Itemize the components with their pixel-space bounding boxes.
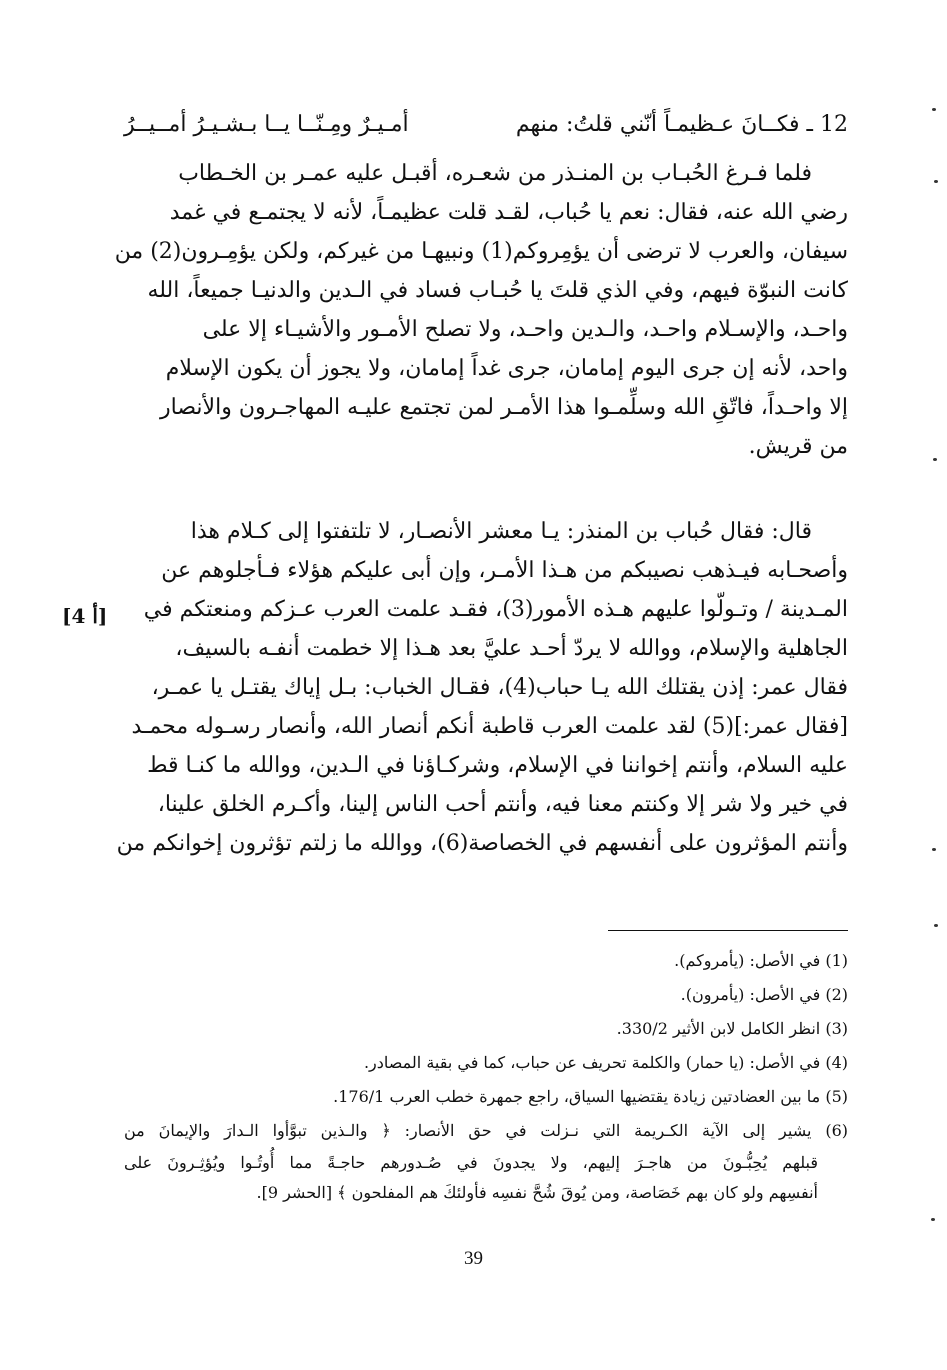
body-line: فقال عمر: إذن يقتلك الله يـا حباب(4)، فقـال الخباب: بـل إياك يقتـل يا عمـر،: [151, 675, 848, 700]
footnote-separator: [608, 930, 848, 931]
body-line: واحد، لأنه إن جرى اليوم إمامان، جرى غداً إمامان، ولا يجوز أن يكون الإسلام: [165, 356, 848, 381]
scan-speck: [933, 458, 937, 461]
footnote: (3) انظر الكامل لابن الأثير 330/2.: [616, 1019, 848, 1038]
body-line: [فقال عمر:](5) لقد علمت العرب قاطبة أنكم أنصار الله، وأنصار رسـوله محمـد: [131, 714, 848, 739]
body-paragraph-1: [114, 154, 848, 466]
footnote: (1) في الأصل: (يأمروكم).: [674, 951, 848, 970]
body-line: من قريش.: [748, 434, 848, 459]
scan-speck: [932, 848, 936, 851]
body-paragraph-2: [116, 512, 848, 863]
body-line: رضي الله عنه، فقال: نعم يا حُباب، لقـد قلت عظيمـاً، لأنه لا يجتمـع في غمد: [169, 200, 848, 225]
footnote: (2) في الأصل: (يأمرون).: [680, 985, 848, 1004]
verse-second-hemistich: أمـيـرٌ ومِـنّــا يــا بـشـيـرُ أمــيــرُ: [124, 112, 409, 137]
body-line: في خير ولا شر إلا وكنتم معنا فيه، وأنتم أحب الناس إلينا، وأكـرم الخلق علينا،: [157, 792, 848, 817]
manuscript-folio-marker: [4 أ]: [62, 604, 108, 628]
body-line: إلا واحـداً، فاتّقِ الله وسلِّمـوا هذا الأمـر لمن تجتمع عليـه المهاجـرون والأنصار: [160, 395, 848, 420]
footnote-continuation: أنفسِهم ولو كان بهم خَصَاصة، ومن يُوقَ شُحَّ نفسِه فأولئكَ هم المفلحون ﴾ [الحشر 9].: [256, 1183, 818, 1202]
body-line: عليه السلام، وأنتم إخواننا في الإسلام، وشركـاؤنا في الـدين، ووالله ما كنـا قط: [147, 753, 848, 778]
footnote-continuation: قبلهم يُحِبُّـونَ من هاجـرَ إليهم، ولا يجدونَ في صُـدورهم حاجـةً مما أُوتُـوا ويُؤثِـرونَ على: [124, 1153, 818, 1172]
scan-speck: [931, 1218, 935, 1221]
body-line: قال: فقال حُباب بن المنذر: يـا معشر الأنصـار، لا تلتفتوا إلى كـلام هذا: [190, 519, 812, 544]
body-line: المـدينة / وتـولّوا عليهم هـذه الأمور(3)، فقـد علمت العرب عـزكم ومنعتكم في: [143, 597, 848, 622]
body-line: سيفان، والعرب لا ترضى أن يؤمِروكم(1) ونبيهـا من غيركم، ولكن يؤمِـرون(2) من: [114, 239, 848, 264]
poem-verse: [124, 103, 848, 147]
scan-speck: [932, 108, 936, 111]
footnote: (5) ما بين العضادتين زيادة يقتضيها السياق، راجع جمهرة خطب العرب 176/1.: [333, 1087, 848, 1106]
verse-first-hemistich: 12 ـ فكــانَ عـظيمـاً أنّني قلتُ: منهم: [515, 112, 848, 137]
scan-speck: [934, 924, 938, 927]
page-number: 39: [464, 1248, 483, 1269]
scan-speck: [934, 180, 938, 183]
footnote: (4) في الأصل: (يا حمار) والكلمة تحريف عن حباب، كما في بقية المصادر.: [363, 1053, 848, 1072]
body-line: كانت النبوّة فيهم، وفي الذي قلتَ يا حُبـاب فساد في الـدين والدنيـا جميعاً، الله: [147, 278, 848, 303]
body-line: وأنتم المؤثرون على أنفسهم في الخصاصة(6)، ووالله ما زلتم تؤثرون إخوانكم من: [116, 831, 848, 856]
footnote: (6) يشير إلى الآية الكـريمة التي نـزلت في حق الأنصار: ﴿ والـذين تبوَّأوا الـدارَ والإيمانَ من: [124, 1121, 848, 1140]
body-line: الجاهلية والإسلام، ووالله لا يردّ أحـد عليَّ بعد هـذا إلا خطمت أنفـه بالسيف،: [175, 636, 848, 661]
body-line: فلما فـرغ الحُبـاب بن المنـذر من شعـره، أقبـل عليه عمـر بن الخـطاب: [178, 161, 812, 186]
footnotes: [124, 944, 848, 1208]
body-line: وأصحـابه فيـذهب نصيبكم من هـذا الأمـر، وإن أبى عليكم هؤلاء فـأجلوهم عن: [161, 558, 848, 583]
body-line: واحـد، والإسـلام واحـد، والـدين واحـد، ولا تصلح الأمـور والأشيـاء إلا على: [202, 317, 848, 342]
